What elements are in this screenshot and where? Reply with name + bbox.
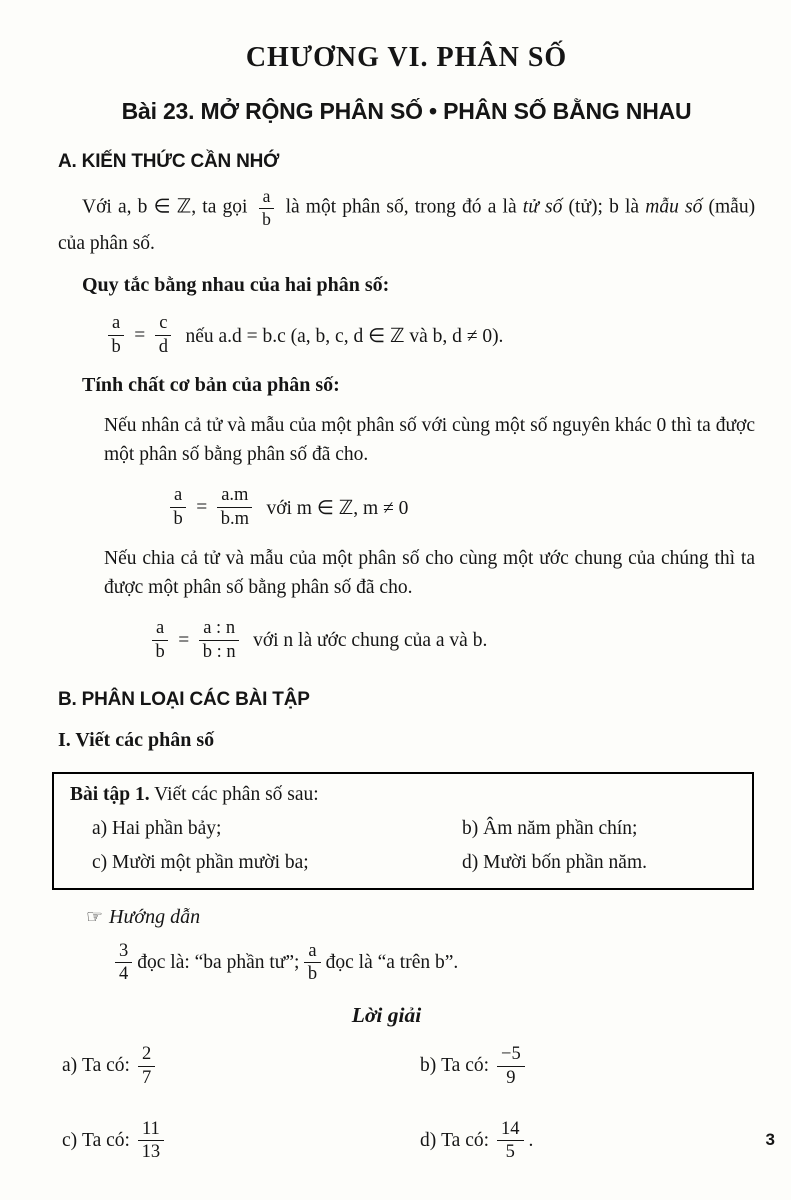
item-key: a)	[62, 1055, 78, 1077]
formula-condition: với n là ước chung của a và b.	[253, 629, 488, 651]
section-a-heading: A. KIẾN THỨC CẦN NHỚ	[58, 151, 280, 172]
exercise-1-prompt: Viết các phân số sau:	[154, 783, 319, 805]
division-property-text: Nếu chia cả tử và mẫu của một phân số cho cùng một ước chung của chúng thì ta được một phân số bằng phân số đã cho.	[104, 547, 755, 599]
item-text: Mười bốn phần năm.	[483, 851, 647, 873]
item-key: b)	[462, 817, 479, 839]
item-lead: Ta có:	[82, 1129, 130, 1151]
fraction-numerator: 3	[115, 941, 132, 964]
guide-heading	[86, 906, 755, 929]
section-b-heading: B. PHÂN LOẠI CÁC BÀI TẬP	[58, 688, 310, 710]
multiplication-property-text: Nếu nhân cả tử và mẫu của một phân số với cùng một số nguyên khác 0 thì ta được một phân số bằng phân số đã cho.	[104, 414, 755, 466]
fraction-a-over-b	[152, 618, 168, 662]
solution-heading: Lời giải	[351, 1003, 422, 1028]
equals-sign: =	[134, 324, 146, 346]
item-text: Mười một phần mười ba;	[112, 851, 309, 873]
page-number: 3	[765, 1130, 775, 1149]
section-b-subheading: I. Viết các phân số	[58, 728, 215, 751]
fraction-denominator: 9	[506, 1067, 516, 1088]
item-key: d)	[462, 851, 479, 873]
fraction-numerator: c	[155, 313, 171, 336]
definition-paragraph	[58, 187, 755, 258]
exercise-1-label: Bài tập 1.	[70, 783, 150, 805]
exercise-item-c	[92, 852, 462, 874]
guide-text-1: đọc là: “ba phần tư”;	[137, 951, 300, 973]
fraction-denominator: b	[155, 642, 165, 663]
equals-sign: =	[178, 629, 190, 651]
fraction-2-over-7	[138, 1044, 155, 1088]
term-mau-so: mẫu số	[645, 196, 703, 218]
fraction-numerator: a : n	[199, 618, 239, 641]
fraction-numerator: 2	[138, 1044, 155, 1067]
item-lead: Ta có:	[441, 1129, 490, 1151]
fraction-numerator: a	[304, 941, 320, 964]
fraction-minus5-over-9	[497, 1044, 525, 1088]
lesson-title: Bài 23. MỞ RỘNG PHÂN SỐ • PHÂN SỐ BẰNG NHAU	[121, 98, 692, 124]
fraction-a-over-b	[108, 313, 124, 357]
fraction-an-over-bn	[199, 618, 239, 662]
solution-items	[62, 1044, 755, 1163]
exercise-item-a	[92, 818, 462, 840]
item-lead: Ta có:	[441, 1055, 490, 1077]
exercise-item-b	[462, 818, 738, 840]
item-text: Hai phần bảy;	[112, 817, 222, 839]
equality-rule-heading: Quy tắc bằng nhau của hai phân số:	[82, 274, 390, 297]
fraction-a-over-b	[170, 485, 186, 529]
fraction-denominator: b	[307, 964, 318, 985]
item-key: c)	[62, 1129, 78, 1151]
formula-condition: nếu a.d = b.c (a, b, c, d ∈ ℤ và b, d ≠ 0).	[185, 325, 504, 347]
fraction-11-over-13	[138, 1119, 164, 1163]
pointing-hand-icon: ☞	[86, 906, 104, 928]
fraction-denominator: 5	[505, 1142, 515, 1163]
item-key: c)	[92, 851, 108, 873]
definition-text-4: (mẫu) của phân số.	[58, 196, 756, 255]
equals-sign: =	[196, 496, 208, 518]
definition-text-1: Với a, b ∈ ℤ, ta gọi	[82, 196, 248, 218]
item-lead: Ta có:	[82, 1055, 130, 1077]
fraction-denominator: 4	[119, 964, 129, 985]
item-key: b)	[420, 1055, 437, 1077]
solution-item-a	[62, 1044, 420, 1088]
exercise-1-items	[92, 818, 738, 874]
item-tail: .	[528, 1129, 534, 1151]
fraction-denominator: b	[111, 337, 121, 358]
exercise-1-title	[70, 784, 738, 806]
exercise-item-d	[462, 852, 738, 874]
solution-item-d	[420, 1119, 755, 1163]
fraction-denominator: b : n	[202, 642, 236, 663]
guide-heading-text: Hướng dẫn	[109, 905, 201, 928]
item-key: a)	[92, 817, 108, 839]
fraction-denominator: b	[262, 208, 271, 229]
fraction-14-over-5	[497, 1119, 524, 1163]
fraction-numerator: 11	[138, 1119, 164, 1142]
fraction-denominator: b.m	[220, 509, 249, 530]
solution-item-c	[62, 1119, 420, 1163]
exercise-1-box	[52, 772, 754, 890]
basic-property-heading: Tính chất cơ bản của phân số:	[82, 373, 340, 396]
fraction-numerator: −5	[497, 1044, 525, 1067]
fraction-numerator: 14	[497, 1119, 524, 1142]
fraction-numerator: a	[108, 313, 124, 336]
item-text: Âm năm phần chín;	[483, 817, 638, 839]
multiplication-formula	[164, 485, 755, 529]
fraction-a-over-b	[304, 941, 320, 985]
guide-text-2: đọc là “a trên b”.	[325, 951, 459, 973]
chapter-title: CHƯƠNG VI. PHÂN SỐ	[245, 42, 568, 73]
division-formula	[146, 618, 755, 662]
item-key: d)	[420, 1129, 437, 1151]
fraction-a-over-b	[259, 187, 275, 229]
fraction-3-over-4	[115, 941, 132, 985]
fraction-numerator: a	[152, 618, 168, 641]
fraction-denominator: 13	[141, 1142, 161, 1163]
definition-text-3: (tử); b là	[568, 196, 640, 218]
guide-example-line	[110, 941, 755, 985]
formula-condition: với m ∈ ℤ, m ≠ 0	[266, 497, 409, 519]
fraction-denominator: 7	[141, 1067, 152, 1088]
fraction-c-over-d	[155, 313, 171, 357]
equality-rule-formula	[102, 313, 755, 357]
solution-item-b	[420, 1044, 755, 1088]
fraction-numerator: a	[170, 485, 186, 508]
fraction-numerator: a	[259, 187, 275, 209]
fraction-am-over-bm	[217, 485, 252, 529]
fraction-denominator: d	[158, 337, 168, 358]
fraction-denominator: b	[173, 509, 183, 530]
definition-text-2: là một phân số, trong đó a là	[285, 196, 517, 218]
term-tu-so: tử số	[522, 196, 563, 218]
fraction-numerator: a.m	[217, 485, 252, 508]
